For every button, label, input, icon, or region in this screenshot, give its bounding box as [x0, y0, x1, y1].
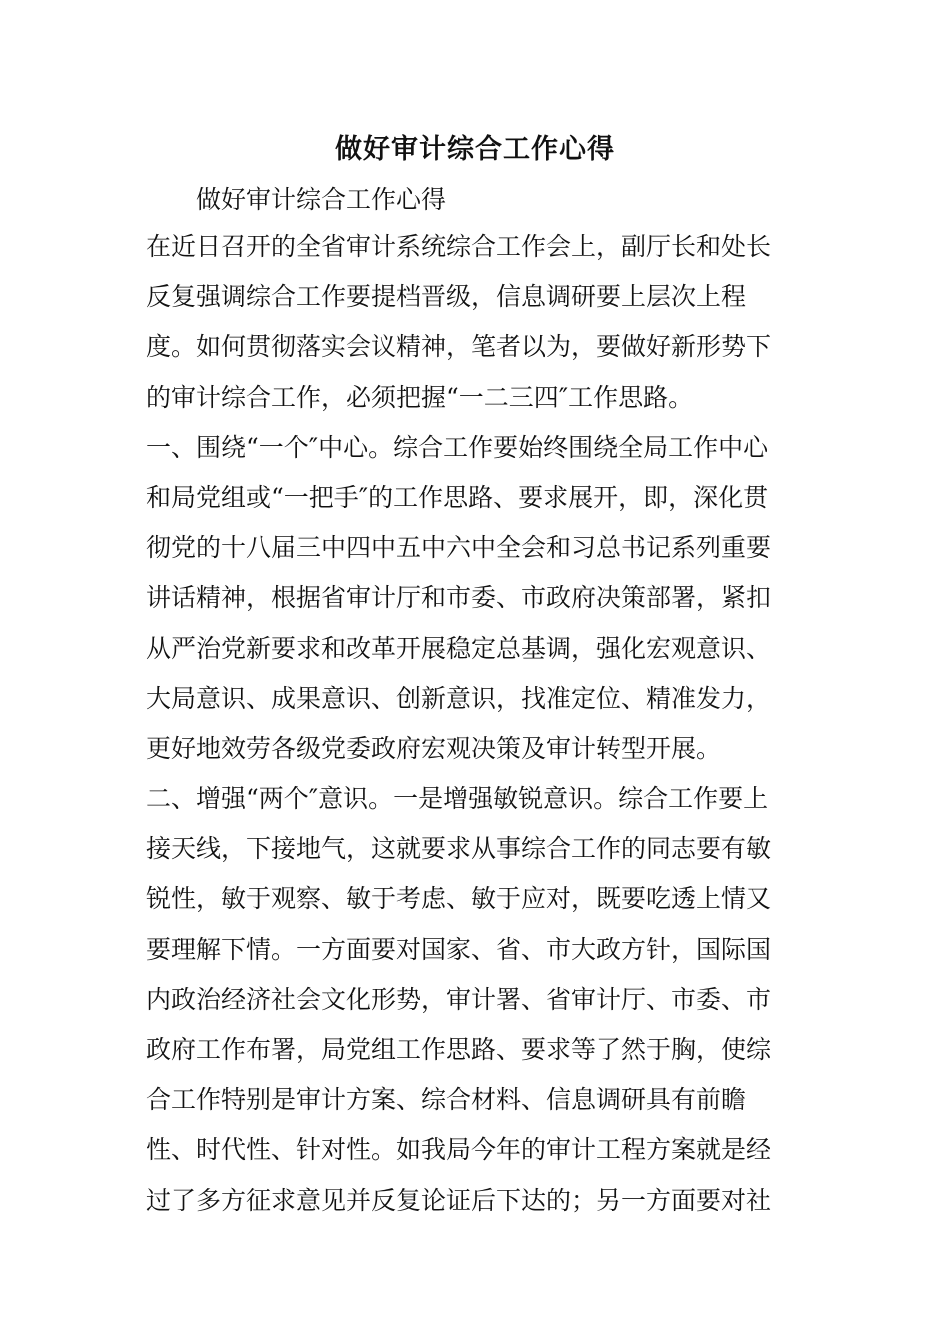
text-line: 要理解下情。一方面要对国家、省、市大政方针，国际国 [146, 934, 772, 964]
text-line: 更好地效劳各级党委政府宏观决策及审计转型开展。 [146, 733, 722, 763]
text-line: 锐性，敏于观察、敏于考虑、敏于应对，既要吃透上情又 [146, 884, 772, 914]
document-body [146, 227, 806, 1231]
text-line: 一、围绕“一个″中心。综合工作要始终围绕全局工作中心 [146, 432, 769, 462]
text-line: 讲话精神，根据省审计厅和市委、市政府决策部署，紧扣 [146, 583, 772, 613]
text-line: 接天线，下接地气，这就要求从事综合工作的同志要有敏 [146, 834, 772, 864]
text-line: 反复强调综合工作要提档晋级，信息调研要上层次上程 [146, 282, 747, 312]
text-line: 度。如何贯彻落实会议精神，笔者以为，要做好新形势下 [146, 332, 772, 362]
text-line: 的审计综合工作，必须把握“一二三四″工作思路。 [146, 382, 694, 412]
text-line: 和局党组或“一把手″的工作思路、要求展开，即，深化贯 [146, 482, 769, 512]
text-line: 从严治党新要求和改革开展稳定总基调，强化宏观意识、 [146, 633, 772, 663]
text-line: 政府工作布署，局党组工作思路、要求等了然于胸，使综 [146, 1035, 772, 1064]
text-line: 合工作特别是审计方案、综合材料、信息调研具有前瞻 [146, 1085, 747, 1115]
document-subtitle: 做好审计综合工作心得 [196, 185, 447, 214]
document-title: 做好审计综合工作心得 [335, 134, 615, 165]
text-line: 内政治经济社会文化形势，审计署、省审计厅、市委、市 [146, 984, 772, 1014]
text-line: 在近日召开的全省审计系统综合工作会上，副厅长和处长 [146, 232, 772, 261]
text-line: 过了多方征求意见并反复论证后下达的；另一方面要对社 [146, 1185, 772, 1215]
text-line: 大局意识、成果意识、创新意识，找准定位、精准发力， [146, 683, 772, 713]
text-line: 彻党的十八届三中四中五中六中全会和习总书记系列重要 [146, 533, 772, 563]
text-line: 二、增强“两个″意识。一是增强敏锐意识。综合工作要上 [146, 784, 769, 814]
text-line: 性、时代性、针对性。如我局今年的审计工程方案就是经 [146, 1135, 772, 1165]
